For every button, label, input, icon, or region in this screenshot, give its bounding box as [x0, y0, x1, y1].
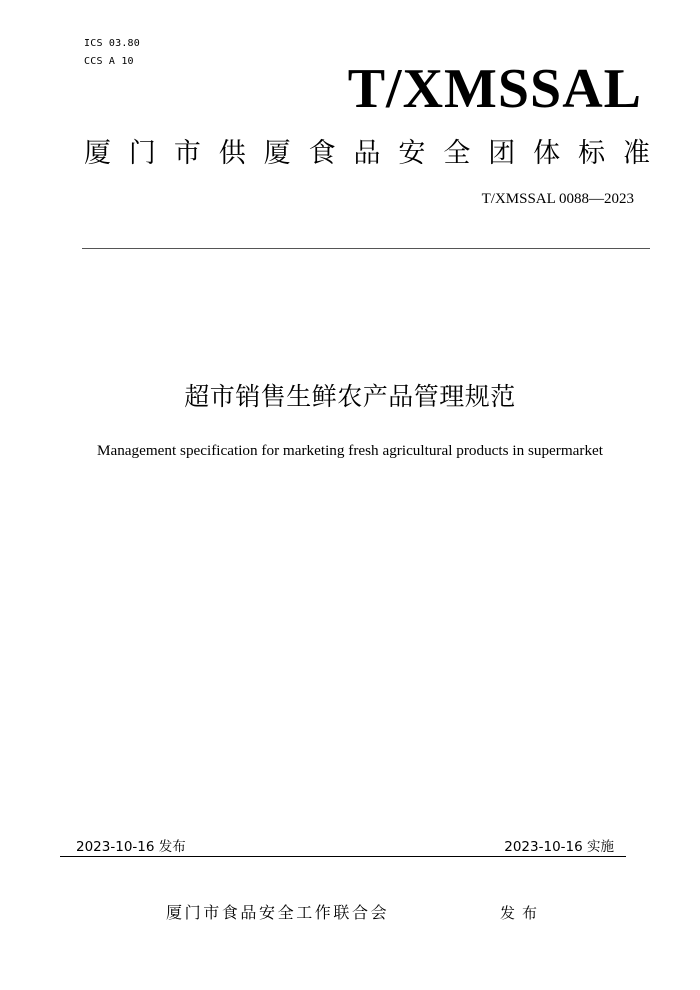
- ccs-code: CCS A 10: [84, 56, 134, 67]
- publish-label: 发布: [500, 904, 545, 922]
- standard-code-heading: T/XMSSAL: [347, 58, 642, 120]
- issue-date: 2023-10-16 发布: [76, 839, 186, 855]
- standard-number: T/XMSSAL 0088—2023: [481, 191, 634, 207]
- top-divider: [82, 248, 650, 249]
- document-title-chinese: 超市销售生鲜农产品管理规范: [184, 382, 516, 411]
- implementation-date: 2023-10-16 实施: [504, 839, 614, 855]
- publisher-name: 厦门市食品安全工作联合会: [166, 903, 390, 922]
- ics-code: ICS 03.80: [84, 38, 140, 49]
- organization-title: 厦门市供厦食品安全团体标准: [84, 138, 654, 169]
- bottom-divider: [60, 856, 626, 857]
- document-title-english: Management specification for marketing fresh agricultural products in supermarket: [96, 442, 604, 459]
